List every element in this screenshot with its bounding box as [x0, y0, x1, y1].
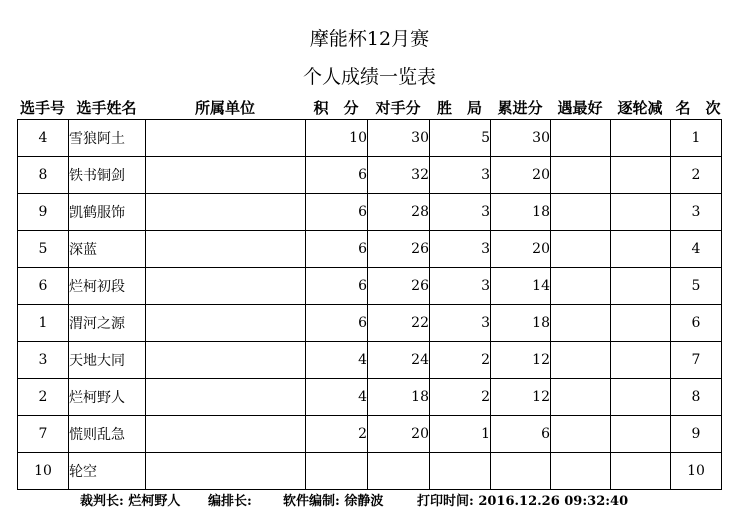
cell-score: 6 — [306, 305, 368, 342]
cell-rank: 3 — [671, 194, 722, 231]
cell-cumulative: 6 — [491, 416, 551, 453]
cell-score: 6 — [306, 268, 368, 305]
cell-opponent-score: 30 — [368, 120, 430, 157]
cell-player-name: 天地大同 — [69, 342, 146, 379]
header-cumulative: 累进分 — [497, 99, 543, 117]
cell-wins: 3 — [430, 231, 491, 268]
cell-organization — [146, 194, 306, 231]
cell-rank: 2 — [671, 157, 722, 194]
cell-opponent-score: 22 — [368, 305, 430, 342]
header-best-opponent: 遇最好 — [557, 99, 603, 117]
cell-score — [306, 453, 368, 490]
cell-player-name: 轮空 — [69, 453, 146, 490]
cell-cumulative: 18 — [491, 194, 551, 231]
cell-wins: 1 — [430, 416, 491, 453]
cell-rank: 7 — [671, 342, 722, 379]
cell-round-reduce — [611, 120, 671, 157]
cell-cumulative: 12 — [491, 379, 551, 416]
table-row — [18, 342, 722, 379]
cell-opponent-score: 20 — [368, 416, 430, 453]
cell-best-opponent — [551, 268, 611, 305]
header-player-name: 选手姓名 — [76, 99, 137, 117]
cell-round-reduce — [611, 379, 671, 416]
footer-referee: 裁判长: 烂柯野人 — [80, 494, 181, 509]
cell-cumulative: 20 — [491, 231, 551, 268]
table-row — [18, 231, 722, 268]
cell-opponent-score: 32 — [368, 157, 430, 194]
cell-player-no: 3 — [18, 342, 69, 379]
cell-player-name: 深蓝 — [69, 231, 146, 268]
cell-score: 6 — [306, 157, 368, 194]
cell-player-name: 凯鹤服饰 — [69, 194, 146, 231]
cell-player-no: 9 — [18, 194, 69, 231]
cell-round-reduce — [611, 157, 671, 194]
cell-rank: 6 — [671, 305, 722, 342]
cell-player-name: 烂柯初段 — [69, 268, 146, 305]
cell-organization — [146, 157, 306, 194]
cell-cumulative: 20 — [491, 157, 551, 194]
cell-best-opponent — [551, 231, 611, 268]
footer-print-time: 打印时间: 2016.12.26 09:32:40 — [417, 494, 629, 509]
header-round-reduce: 逐轮减 — [617, 99, 663, 117]
cell-wins: 3 — [430, 305, 491, 342]
cell-best-opponent — [551, 416, 611, 453]
header-opponent-score: 对手分 — [375, 99, 421, 117]
cell-score: 6 — [306, 194, 368, 231]
cell-score: 10 — [306, 120, 368, 157]
cell-wins: 2 — [430, 379, 491, 416]
page-subtitle: 个人成绩一览表 — [302, 66, 436, 88]
cell-rank: 9 — [671, 416, 722, 453]
cell-round-reduce — [611, 342, 671, 379]
cell-player-no: 2 — [18, 379, 69, 416]
cell-opponent-score: 24 — [368, 342, 430, 379]
cell-score: 6 — [306, 231, 368, 268]
header-score: 积 分 — [313, 99, 359, 117]
cell-best-opponent — [551, 157, 611, 194]
cell-organization — [146, 268, 306, 305]
cell-opponent-score: 18 — [368, 379, 430, 416]
cell-organization — [146, 231, 306, 268]
table-row — [18, 268, 722, 305]
cell-wins — [430, 453, 491, 490]
cell-cumulative: 12 — [491, 342, 551, 379]
header-player-no: 选手号 — [19, 99, 65, 117]
cell-rank: 5 — [671, 268, 722, 305]
cell-player-no: 10 — [18, 453, 69, 490]
cell-opponent-score: 26 — [368, 268, 430, 305]
cell-player-name: 烂柯野人 — [69, 379, 146, 416]
cell-player-no: 6 — [18, 268, 69, 305]
cell-player-no: 7 — [18, 416, 69, 453]
cell-rank: 10 — [671, 453, 722, 490]
cell-best-opponent — [551, 120, 611, 157]
cell-round-reduce — [611, 268, 671, 305]
table-row — [18, 120, 722, 157]
cell-score: 4 — [306, 342, 368, 379]
cell-organization — [146, 416, 306, 453]
cell-round-reduce — [611, 305, 671, 342]
table-row — [18, 157, 722, 194]
cell-round-reduce — [611, 453, 671, 490]
cell-score: 4 — [306, 379, 368, 416]
cell-rank: 4 — [671, 231, 722, 268]
cell-player-name: 渭河之源 — [69, 305, 146, 342]
cell-player-no: 8 — [18, 157, 69, 194]
cell-player-no: 4 — [18, 120, 69, 157]
footer-software: 软件编制: 徐静波 — [283, 494, 384, 509]
table-row — [18, 305, 722, 342]
cell-cumulative — [491, 453, 551, 490]
header-rank: 名 次 — [675, 99, 721, 117]
cell-player-name: 雪狼阿土 — [69, 120, 146, 157]
cell-wins: 3 — [430, 157, 491, 194]
table-row — [18, 416, 722, 453]
footer-arranger: 编排长: — [208, 494, 252, 509]
cell-opponent-score: 26 — [368, 231, 430, 268]
cell-player-name: 慌则乱急 — [69, 416, 146, 453]
cell-wins: 5 — [430, 120, 491, 157]
cell-best-opponent — [551, 194, 611, 231]
table-row — [18, 453, 722, 490]
cell-score: 2 — [306, 416, 368, 453]
cell-wins: 3 — [430, 194, 491, 231]
cell-best-opponent — [551, 305, 611, 342]
header-wins: 胜 局 — [436, 99, 482, 117]
cell-organization — [146, 305, 306, 342]
cell-player-no: 5 — [18, 231, 69, 268]
cell-best-opponent — [551, 342, 611, 379]
results-table — [17, 119, 722, 490]
cell-best-opponent — [551, 379, 611, 416]
cell-organization — [146, 342, 306, 379]
page-title: 摩能杯12月赛 — [309, 28, 430, 50]
table-row — [18, 379, 722, 416]
header-organization: 所属单位 — [194, 99, 255, 117]
cell-player-name: 铁书铜剑 — [69, 157, 146, 194]
cell-cumulative: 18 — [491, 305, 551, 342]
table-row — [18, 194, 722, 231]
cell-wins: 2 — [430, 342, 491, 379]
cell-rank: 8 — [671, 379, 722, 416]
cell-best-opponent — [551, 453, 611, 490]
cell-round-reduce — [611, 194, 671, 231]
cell-opponent-score: 28 — [368, 194, 430, 231]
cell-round-reduce — [611, 231, 671, 268]
cell-opponent-score — [368, 453, 430, 490]
cell-round-reduce — [611, 416, 671, 453]
cell-cumulative: 14 — [491, 268, 551, 305]
cell-organization — [146, 379, 306, 416]
cell-rank: 1 — [671, 120, 722, 157]
cell-wins: 3 — [430, 268, 491, 305]
cell-organization — [146, 120, 306, 157]
cell-organization — [146, 453, 306, 490]
cell-player-no: 1 — [18, 305, 69, 342]
cell-cumulative: 30 — [491, 120, 551, 157]
